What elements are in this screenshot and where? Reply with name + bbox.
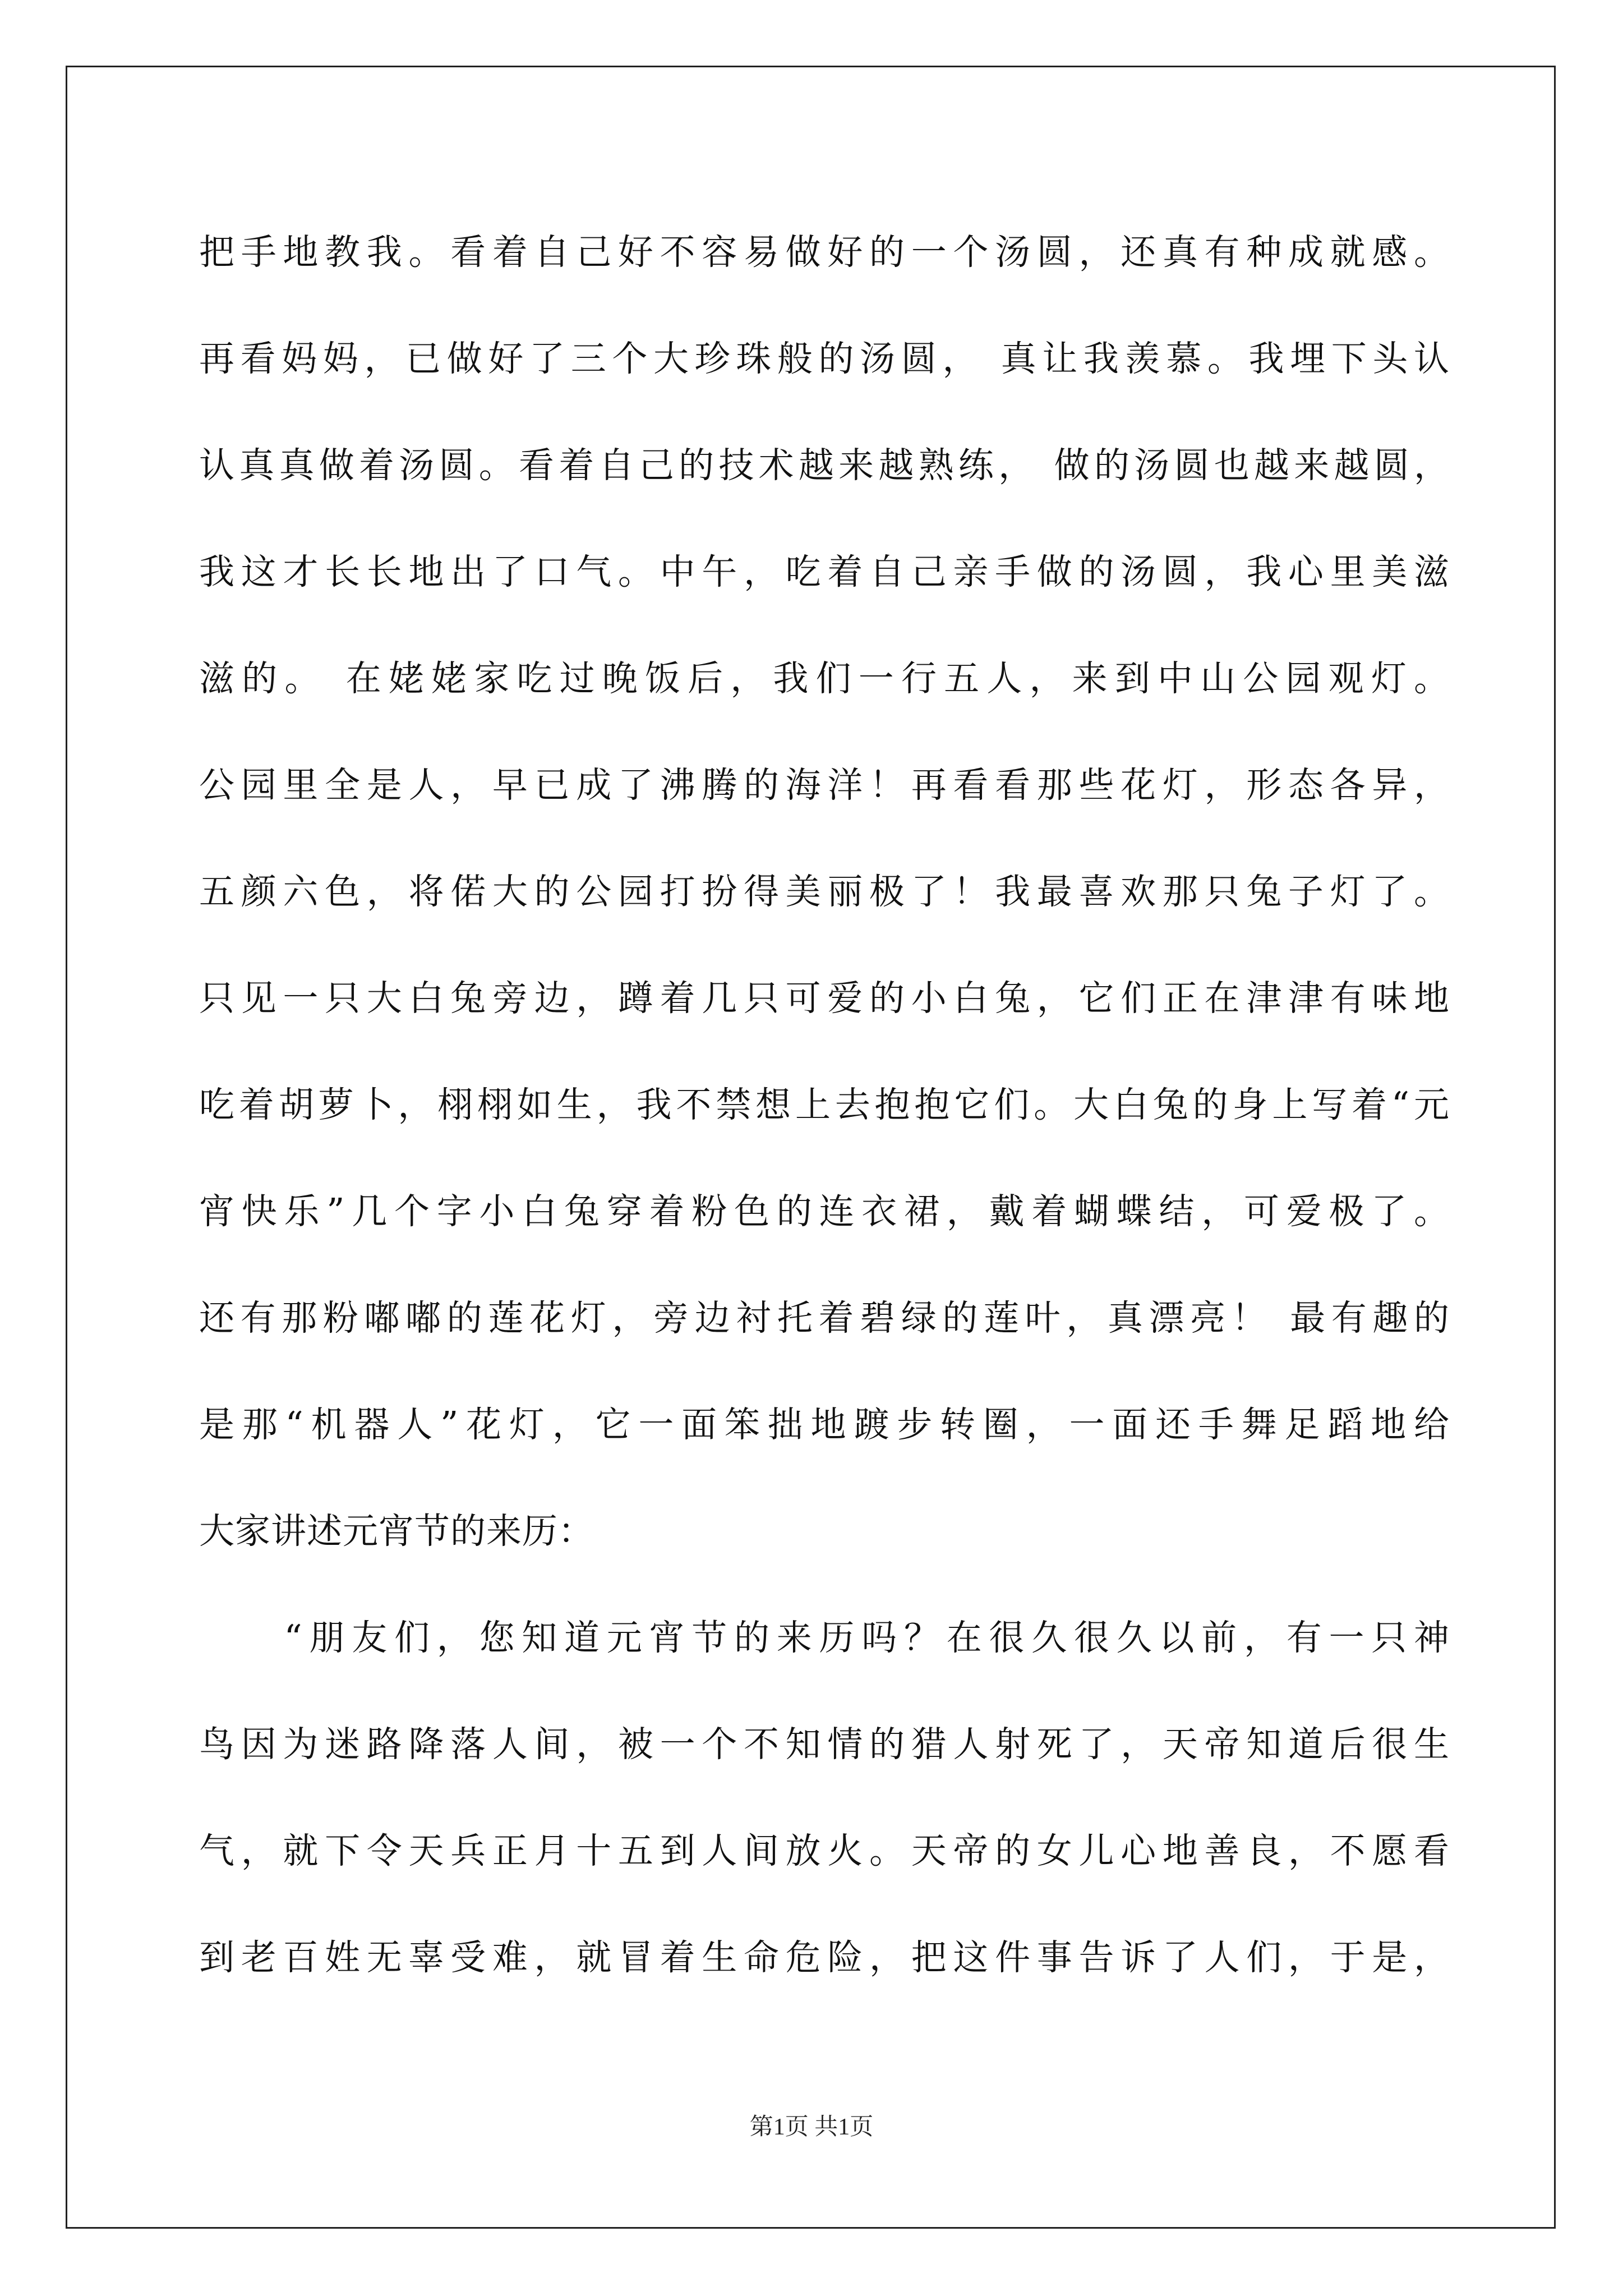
text-line: 宵快乐”几个字小白兔穿着粉色的连衣裙，戴着蝴蝶结，可爱极了。 [199,1191,1450,1232]
text-line: 大家讲述元宵节的来历： [199,1511,594,1552]
text-line: 我这才长长地出了口气。中午，吃着自己亲手做的汤圆，我心里美滋 [199,551,1450,592]
text-line: 还有那粉嘟嘟的莲花灯，旁边衬托着碧绿的莲叶，真漂亮！ 最有趣的 [199,1297,1450,1338]
text-line: 气，就下令天兵正月十五到人间放火。天帝的女儿心地善良，不愿看 [199,1830,1450,1871]
text-line: 把手地教我。看着自己好不容易做好的一个汤圆，还真有种成就感。 [199,232,1450,273]
text-line: 到老百姓无辜受难，就冒着生命危险，把这件事告诉了人们，于是， [199,1937,1450,1978]
text-line: 再看妈妈，已做好了三个大珍珠般的汤圆， 真让我羡慕。我埋下头认 [199,338,1450,379]
text-line: 只见一只大白兔旁边，蹲着几只可爱的小白兔，它们正在津津有味地 [199,978,1450,1019]
text-line: 公园里全是人，早已成了沸腾的海洋！再看看那些花灯，形态各异， [199,765,1450,806]
text-line: 鸟因为迷路降落人间，被一个不知情的猎人射死了，天帝知道后很生 [199,1724,1450,1765]
text-line: 认真真做着汤圆。看着自己的技术越来越熟练， 做的汤圆也越来越圆， [199,445,1450,486]
document-body [199,199,1450,2011]
text-line: 是那“机器人”花灯，它一面笨拙地踱步转圈，一面还手舞足蹈地给 [199,1404,1450,1445]
text-line: 滋的。 在姥姥家吃过晚饭后，我们一行五人，来到中山公园观灯。 [199,658,1450,699]
page-number-footer: 第1页 共1页 [749,2114,874,2140]
text-line: “朋友们，您知道元宵节的来历吗？在很久很久以前，有一只神 [199,1617,1450,1658]
text-line: 五颜六色，将偌大的公园打扮得美丽极了！我最喜欢那只兔子灯了。 [199,871,1450,912]
text-line: 吃着胡萝卜，栩栩如生，我不禁想上去抱抱它们。大白兔的身上写着“元 [199,1084,1450,1125]
